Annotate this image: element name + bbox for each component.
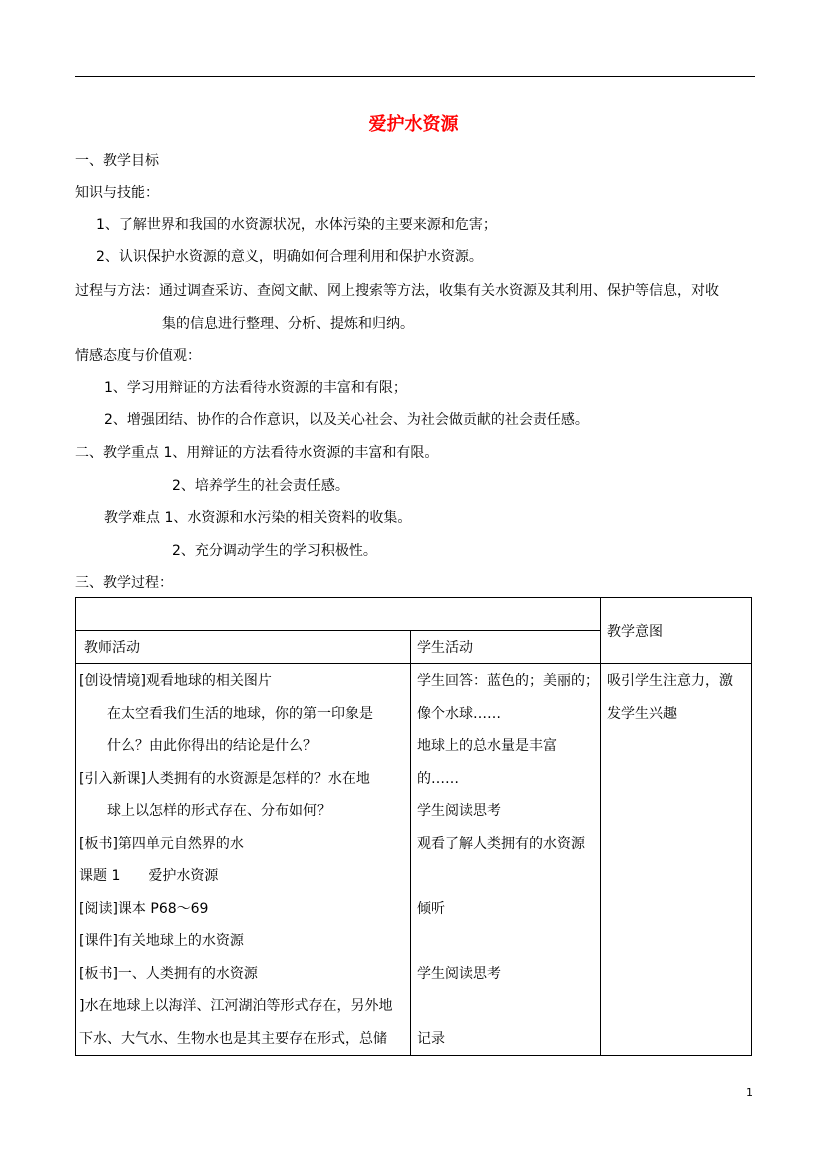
table-cell-line: 地球上的总水量是丰富 — [417, 738, 557, 754]
emotion-item-1: 1、学习用辩证的方法看待水资源的丰富和有限； — [104, 380, 407, 396]
teacher-activity-cell — [76, 664, 411, 1056]
table-cell-line: ]水在地球上以海洋、江河湖泊等形式存在，另外地 — [79, 998, 393, 1014]
knowledge-heading: 知识与技能： — [75, 185, 159, 201]
table-cell-line: 记录 — [417, 1030, 445, 1047]
table-cell-line: 吸引学生注意力，激 — [607, 673, 733, 689]
table-cell-line: 学生阅读思考 — [417, 965, 501, 982]
section-1-heading: 一、教学目标 — [75, 153, 159, 169]
table-cell-line: 像个水球…… — [417, 705, 501, 722]
table-cell-line: 在太空看我们生活的地球，你的第一印象是 — [79, 705, 373, 722]
document-title: 爱护水资源 — [368, 114, 459, 135]
table-cell-line — [417, 860, 600, 893]
teaching-intent-cell — [601, 664, 752, 1056]
table-cell-line: [引入新课]人类拥有的水资源是怎样的？水在地 — [79, 770, 370, 787]
table-cell-line: 下水、大气水、生物水也是其主要存在形式，总储 — [79, 1030, 387, 1047]
table-cell-line: 倾听 — [417, 900, 445, 917]
knowledge-item-2: 2、认识保护水资源的意义，明确如何合理利用和保护水资源。 — [96, 249, 483, 265]
table-cell-line: [板书]第四单元自然界的水 — [79, 835, 244, 852]
table-cell-line: [创设情境]观看地球的相关图片 — [79, 673, 272, 689]
student-activity-cell — [411, 664, 601, 1056]
difficulty-2: 2、充分调动学生的学习积极性。 — [172, 543, 377, 559]
table-cell-line: 学生回答：蓝色的；美丽的； — [417, 673, 599, 689]
col-teacher-header: 教师活动 — [76, 631, 411, 664]
table-cell-line: 发学生兴趣 — [607, 705, 677, 722]
lesson-table — [75, 597, 752, 1056]
table-cell-line: 课题 1 爱护水资源 — [79, 868, 219, 884]
table-cell-line: [阅读]课本 P68～69 — [79, 900, 209, 917]
col-intent-header: 教学意图 — [601, 598, 752, 664]
page-number: 1 — [746, 1086, 753, 1099]
student-activity-lines — [411, 664, 600, 1055]
difficulty-1: 教学难点 1、水资源和水污染的相关资料的收集。 — [104, 510, 412, 526]
header-rule — [75, 76, 755, 77]
table-cell-line: [课件]有关地球上的水资源 — [79, 933, 244, 949]
process-line-1: 过程与方法：通过调查采访、查阅文献、网上搜索等方法，收集有关水资源及其利用、保护等信息，对收 — [75, 283, 719, 299]
col-student-header: 学生活动 — [411, 631, 601, 664]
section-3-heading: 三、教学过程： — [75, 575, 173, 591]
key-points-2: 2、培养学生的社会责任感。 — [172, 478, 349, 494]
table-cell-line: 什么？由此你得出的结论是什么？ — [79, 738, 317, 754]
table-cell-line: 学生阅读思考 — [417, 803, 501, 819]
emotion-heading: 情感态度与价值观： — [75, 348, 201, 364]
table-cell-line: [板书]一、人类拥有的水资源 — [79, 965, 258, 982]
table-header-top — [76, 598, 601, 631]
teacher-activity-lines — [76, 664, 410, 1055]
table-cell-line — [417, 925, 600, 958]
table-cell-line: 的…… — [417, 770, 459, 787]
key-points-1: 二、教学重点 1、用辩证的方法看待水资源的丰富和有限。 — [75, 445, 439, 461]
knowledge-item-1: 1、了解世界和我国的水资源状况，水体污染的主要来源和危害； — [96, 217, 497, 233]
teaching-intent-lines — [601, 664, 751, 730]
process-line-2: 集的信息进行整理、分析、提炼和归纳。 — [162, 316, 414, 332]
table-cell-line — [417, 990, 600, 1023]
table-cell-line: 观看了解人类拥有的水资源 — [417, 835, 585, 852]
table-cell-line: 球上以怎样的形式存在、分布如何？ — [79, 803, 331, 819]
emotion-item-2: 2、增强团结、协作的合作意识，以及关心社会、为社会做贡献的社会责任感。 — [104, 412, 589, 428]
